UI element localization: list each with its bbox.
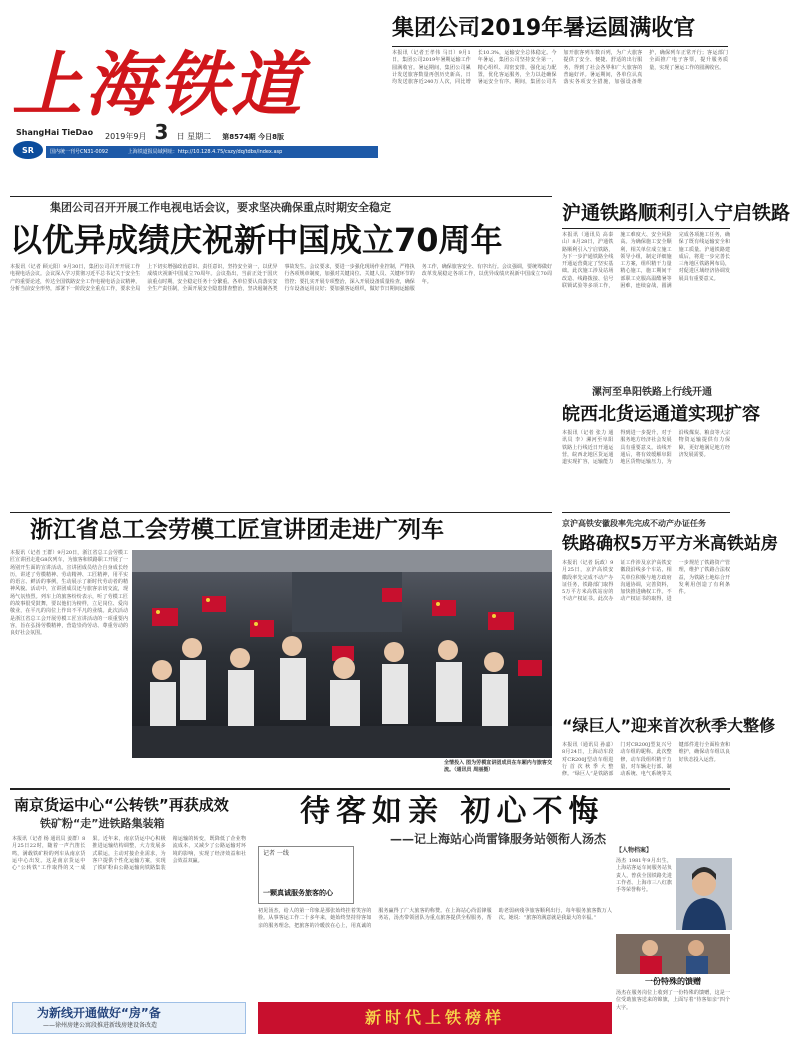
masthead-date [105,120,284,144]
story-4-title: 皖西北货运通道实现扩容 [562,404,760,425]
story-5-body: 本报讯（记者 阮政）9月25日，京沪高铁安徽段率先完成不动产办证任务，铁路部门取得5万平方米高铁站房的不动产权证书。此次办证工作涉及京沪高铁安徽段沿线多个车站，相关单位积极与地方政府沟通协调，完善资料，加快推进确权工作。不动产权证书的取得，进一步规范了铁路资产管理，维护了铁路合法权益，为铁路土地综合开发利用创造了有利条件。 [562,560,730,603]
story-8-bio-box [616,846,732,932]
date-day: 3 [154,120,169,144]
top-story-body: 本报讯（记者王孝伟 马日）9月1日，集团公司2019年暑期运输工作圆满收官。暑运期间，集团公司累计发送旅客数量再创历史新高，日均发送旅客近240万人次，同比增长10.3%，运输安全总体稳定。今年暑运，集团公司坚持安全第一，精心组织、周密安排，强化运力配置，优化客运服务，全力以赴确保暑运安全有序。期间，集团公司共加开旅客列车数百列，为广大旅客提供了安全、便捷、舒适的出行服务，得到了社会各界和广大旅客的普遍好评。暑运期间，各单位认真落实各项安全措施，加强设备维护，确保列车正常开行；客运部门全面推广电子客票，提升服务质量，实现了暑运工作的圆满收官。 [392,50,728,86]
lower-separator [10,788,730,790]
website-link[interactable]: 上海铁道报局域网址：http://10.128.4.75/cszy/dq/tdbs/index.asp [127,149,283,155]
masthead-pinyin: ShangHai TieDao [16,128,94,137]
story-4-body: 本报讯（记者 张力 通讯员 李）漯河至阜阳铁路上行线近日开通运营，皖西北地区货运通道实现扩容，运输能力得到进一步提升，对于服务地方经济社会发展具有重要意义。该线开通后，将有效缓解阜阳地区货物运输压力，为沿线煤炭、粮食等大宗物资运输提供有力保障，更好地满足地方经济发展需要。 [562,430,730,466]
story-7-title: 南京货运中心“公转铁”再获成效 [14,796,229,814]
story-8-subtitle: ——记上海站心尚雷锋服务站领衔人汤杰 [390,832,607,846]
story-6-title: “绿巨人”迎来首次秋季大整修 [562,716,776,735]
story-8-photo [616,934,730,974]
story-2-top-rule [10,512,552,513]
story-5-title: 铁路确权5万平方米高铁站房 [562,534,778,554]
story-8-photo-caption: 一份特殊的馈赠 [645,977,701,986]
story-8-bio-label: 【人物档案】 [616,847,653,854]
story-2-photo-caption: 全情投入 图为劳模宣讲团成员在车厢内与旅客交流。（通讯员 周丽摄） [444,760,552,774]
promo-right-title: 新时代上铁榜样 [364,1008,505,1027]
story-6-body: 本报讯（通讯员 孙嘉）8月24日，上海动车段对CR200J型动车组进行首次秋季大整修。“绿巨人”是铁路部门对CR200J型复兴号动车组的昵称。此次整修，动车段组织精干力量，对车辆走行部、制动系统、电气系统等关键部件进行全面检查和维护，确保动车组以良好状态投入运营。 [562,742,730,778]
story-2-photo [132,550,552,758]
story-8-body: 初见汤杰，给人的第一印象是那张始终挂着笑容的脸。从事客运工作二十多年来，她始终坚持待客如亲的服务理念，把旅客的冷暖放在心上，用真诚的服务赢得了广大旅客的称赞。在上海站心尚雷锋服务站，汤杰带领团队为重点旅客提供全程服务，帮助老弱病残孕旅客顺利出行，每年服务旅客数万人次。她说：“旅客的满意就是我最大的幸福。” [258,908,612,929]
story-8-box-label: 记者 一线 [263,850,289,857]
issue-number: 第8574期 今日8版 [222,133,284,141]
top-story-rule [392,46,728,47]
story-8-portrait [676,858,732,930]
story-1-title: 以优异成绩庆祝新中国成立70周年 [10,221,503,259]
date-weekday: 日 星期二 [176,132,212,141]
story-3-rule [562,228,730,229]
story-5-top-rule [562,512,730,513]
story-8-bio: 汤杰 1981年9月出生，上海站客运车间服务站负责人，曾获全国铁路先进工作者、上海市三八红旗手等荣誉称号。 [616,858,672,894]
story-3-title: 沪通铁路顺利引入宁启铁路 [562,202,790,224]
promo-left-title: 为新线开通做好“房”备 [37,1006,161,1020]
story-7-body: 本报讯（记者 杨 通讯员 姜群）8月25日22时，随着一声汽笛长鸣，满载铁矿粉的列车从南京货运中心出发。这是南京货运中心“公转铁”工作取得的又一成果。近年来，南京货运中心积极推进运输结构调整，大力发展多式联运，主动对接企业需求，为客户提供个性化运输方案，实现了铁矿粉由公路运输向铁路集装箱运输的转变，既降低了企业物流成本，又减少了公路运输对环境的影响，实现了经济效益和社会效益双赢。 [12,836,246,872]
story-8-box [258,846,354,904]
story-8-box-title: 一颗真诚服务旅客的心 [263,889,333,897]
svg-text:SR: SR [22,146,34,155]
story-3-body: 本报讯（通讯员 高泰山）8月28日，沪通铁路顺利引入宁启铁路，为下一步沪通铁路全线开通运营奠定了坚实基础。此次施工涉及站场改造、线路拨接、信号联锁试验等多项工作，施工难度大、安全风险高。为确保施工安全顺利，相关单位成立施工领导小组，制定详细施工方案，组织精干力量精心施工，施工期间干部职工克服高温酷暑等困难，连续奋战，圆满完成各项施工任务，确保了既有线运输安全和施工质量。沪通铁路建成后，将进一步完善长三角地区铁路网布局，对促进区域经济协调发展具有重要意义。 [562,232,730,290]
date-year-month: 2019年9月 [105,132,147,141]
story-4-kicker: 漯河至阜阳铁路上行线开通 [592,387,712,398]
masthead-bar [46,146,378,158]
promo-box-right [258,1002,612,1034]
story-1-kicker: 集团公司召开开展工作电视电话会议，要求坚决确保重点时期安全稳定 [50,201,391,214]
story-2-body: 本报讯（记者 王群）9月20日，浙江省总工会劳模工匠宣讲团走进G8次列车，为旅客和铁路职工开展了一场别开生面的宣讲活动。宣讲团成员结合自身成长经历，讲述了劳模精神、劳动精神、工匠精神，用平实的语言、鲜活的事例，生动展示了新时代劳动者的精神风貌。活动中，宣讲团成员还与旅客亲切交流，现场气氛热烈。列车上的旅客纷纷表示，听了劳模工匠的故事很受鼓舞，要以他们为榜样，立足岗位、爱岗敬业，在平凡的岗位上作出不平凡的业绩。此次活动是浙江省总工会开展劳模工匠宣讲活动的一项重要内容，旨在弘扬劳模精神，营造崇尚劳动、尊重劳动的良好社会氛围。 [10,550,128,637]
top-story-title: 集团公司2019年暑运圆满收官 [392,16,696,41]
story-1-top-rule [10,196,552,197]
story-5-kicker: 京沪高铁安徽段率先完成不动产办证任务 [562,519,706,528]
masthead-logo-icon [12,140,44,160]
story-8-title: 待客如亲 初心不悔 [300,794,605,829]
cn-number: 国内统一刊号CN31-0092 [50,149,109,155]
masthead [10,0,380,163]
story-2-title: 浙江省总工会劳模工匠宣讲团走进广列车 [30,517,444,543]
promo-box-left [12,1002,246,1034]
masthead-title: 上海铁道 [12,43,304,126]
story-7-subtitle: 铁矿粉“走”进铁路集装箱 [40,817,165,830]
story-1-body: 本报讯（记者 顾元阳）9月30日，集团公司召开开展工作电视电话会议。会议深入学习贯彻习近平总书记关于安全生产的重要论述，传达全国铁路安全工作电视电话会议精神，分析当前安全形势，部署下一阶段安全重点工作，要求全局上下切实增强政治意识、责任意识，坚持安全第一，以优异成绩庆祝新中国成立70周年。会议指出，当前正处于国庆前重点时期，安全稳定任务十分繁重。各单位要认真落实安全生产责任制，全面开展安全隐患排查整治，坚决遏制各类事故发生。会议要求，要进一步强化现场作业控制，严格执行各项规章制度，加强对关键岗位、关键人员、关键环节的管控；要扎实开展专项整治，深入开展设备质量检查，确保行车设备运用良好；要加强客运组织，做好节日期间运输服务工作，确保旅客安全、有序出行。会议强调，要统筹做好改革发展稳定各项工作，以优异成绩庆祝新中国成立70周年。 [10,264,552,292]
promo-left-subtitle: ——徐州房建公寓段推进新线房建设备改造 [43,1022,158,1029]
story-8-photo-body: 汤杰在服务岗位上收到了一份特殊的馈赠，这是一位受助旅客送来的锦旗，上面写着“待客如亲”四个大字。 [616,990,730,1011]
